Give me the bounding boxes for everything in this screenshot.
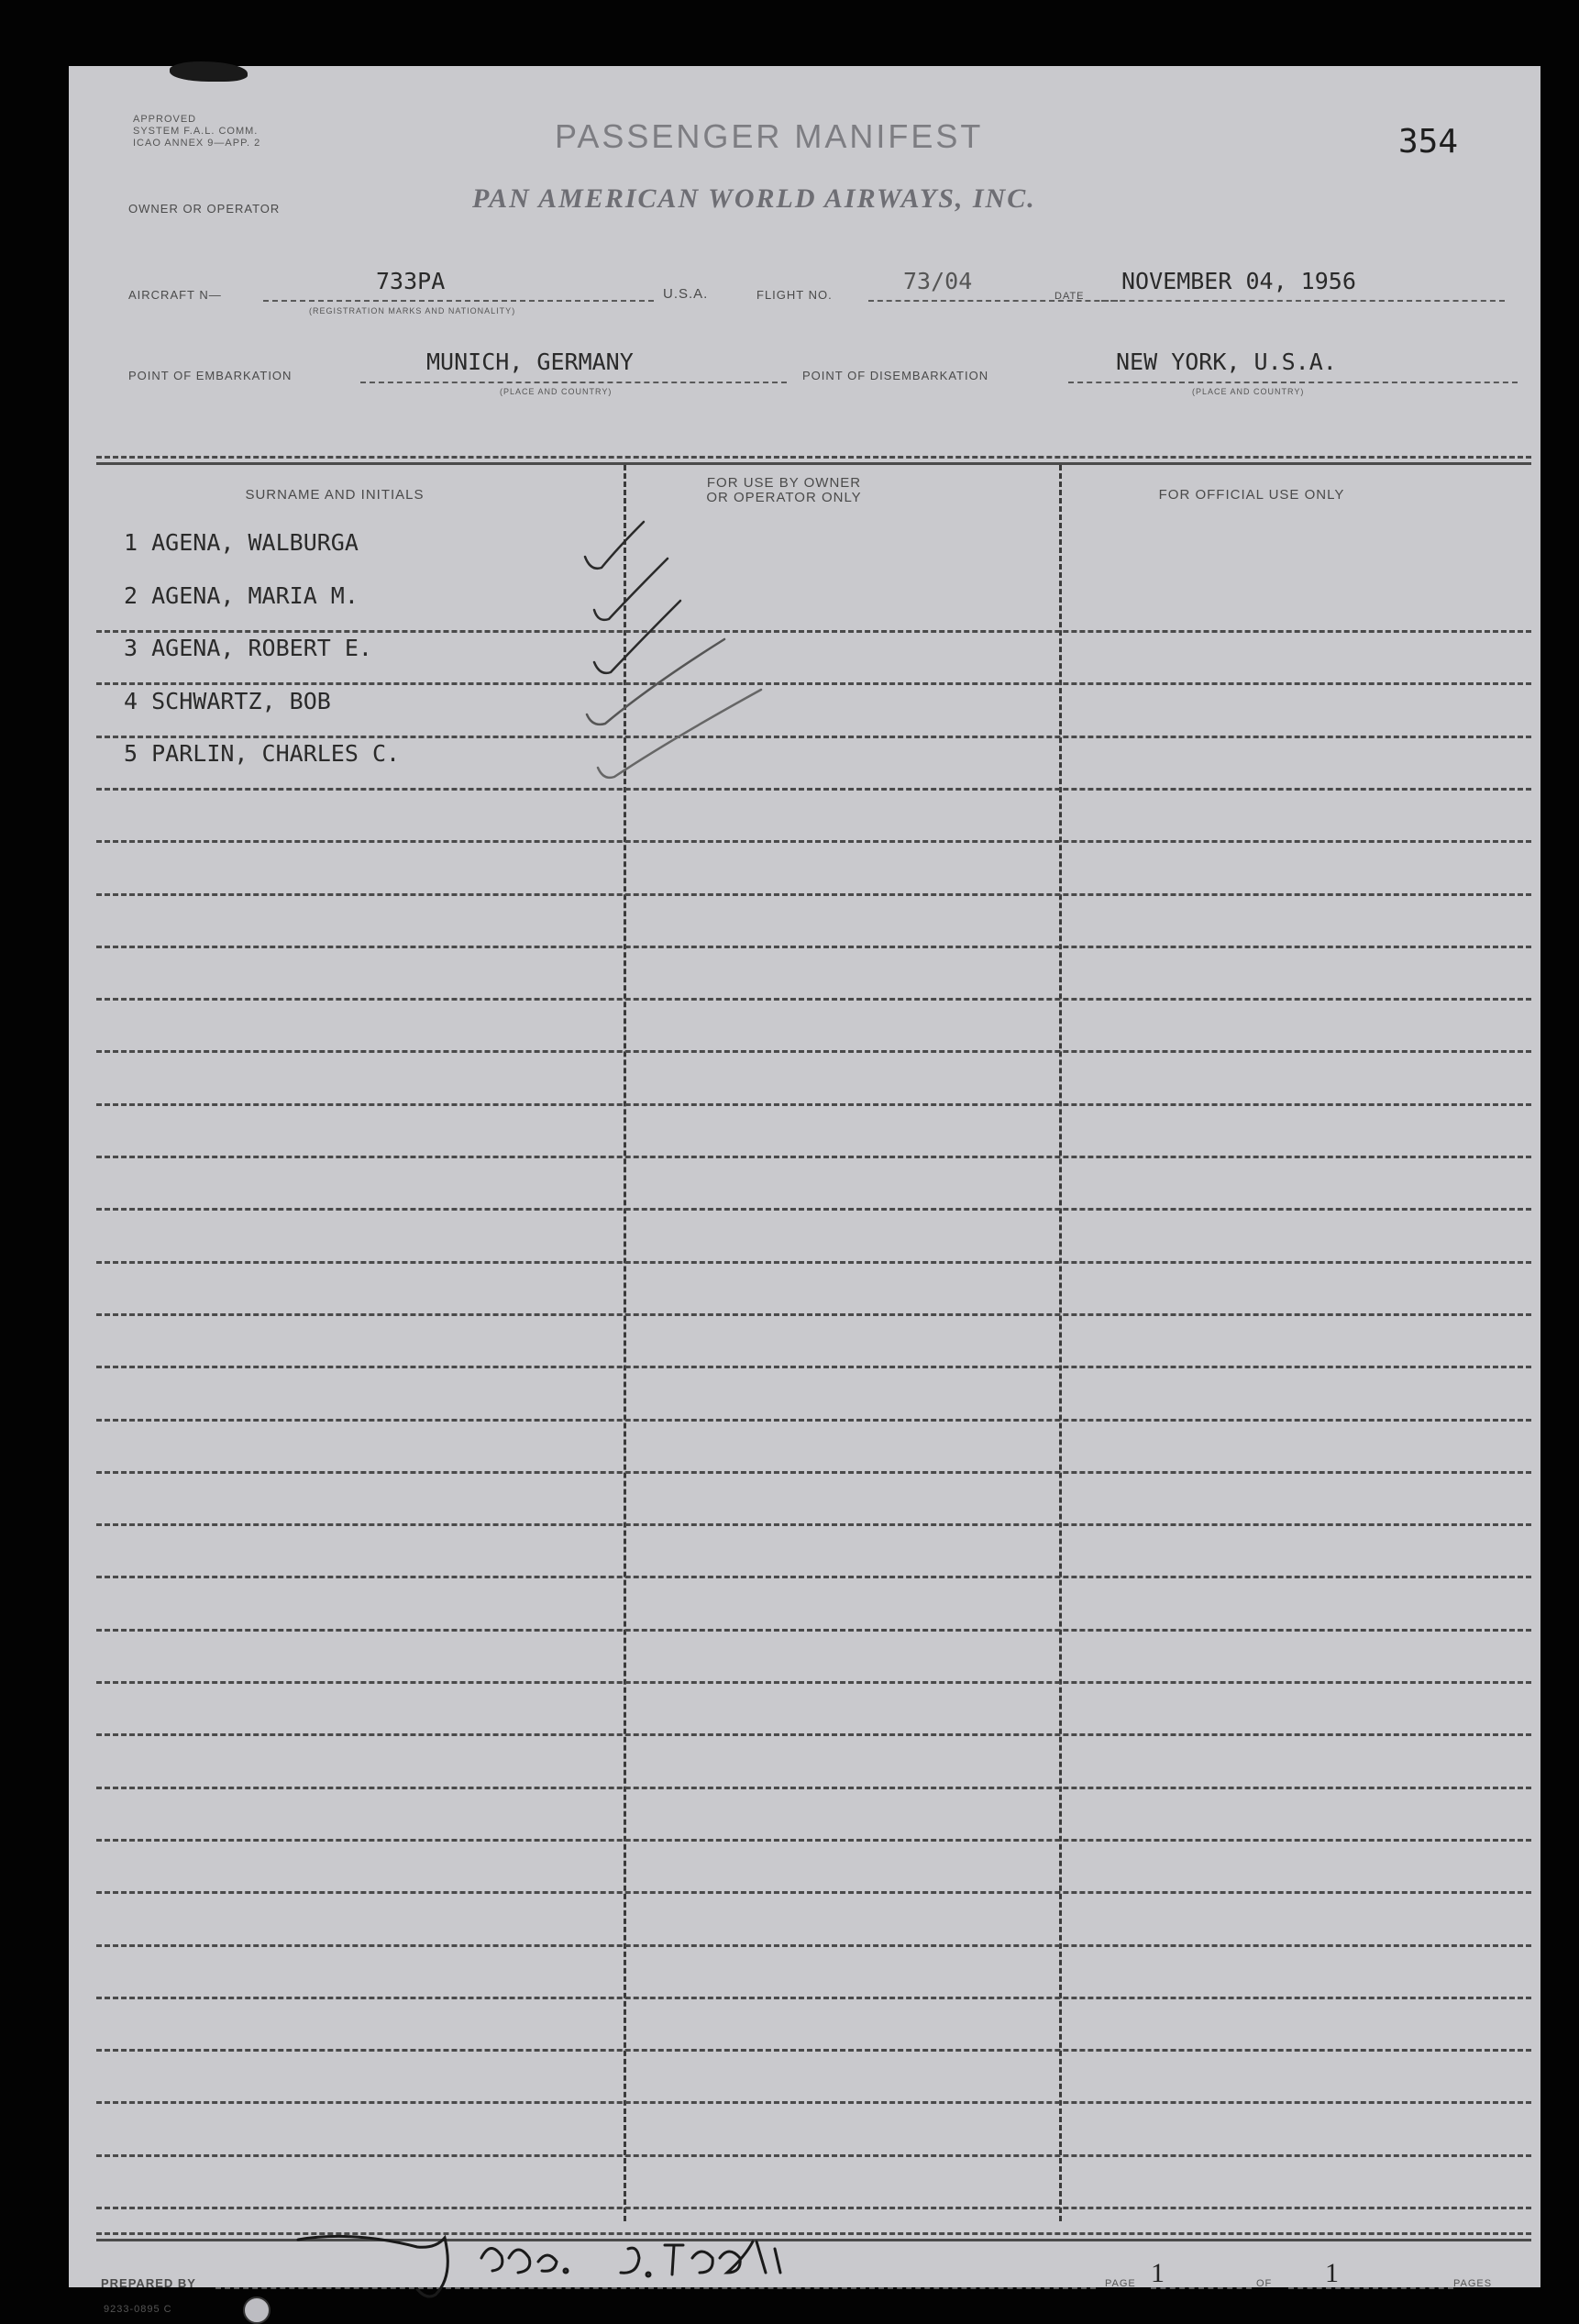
of-underline xyxy=(1288,2287,1453,2289)
disembarkation-sublabel: (PLACE AND COUNTRY) xyxy=(1192,387,1305,396)
owner-value: PAN AMERICAN WORLD AIRWAYS, INC. xyxy=(472,183,1036,214)
table-rule-line xyxy=(96,1103,1531,1106)
table-rule-line xyxy=(96,630,1531,633)
column-divider-2 xyxy=(1059,465,1062,2221)
passenger-row xyxy=(124,740,400,767)
passenger-number: 1 xyxy=(124,529,138,556)
table-rule-line xyxy=(96,1839,1531,1842)
table-top-rule-2 xyxy=(96,462,1531,465)
passenger-name: AGENA, ROBERT E. xyxy=(151,635,372,661)
surname-column-header: SURNAME AND INITIALS xyxy=(245,487,425,503)
flight-value: 73/04 xyxy=(903,268,973,294)
passenger-row xyxy=(124,635,372,661)
table-rule-line xyxy=(96,2101,1531,2104)
approval-line-2: SYSTEM F.A.L. COMM. xyxy=(133,126,259,137)
page-number: 354 xyxy=(1398,123,1459,160)
passenger-name: AGENA, MARIA M. xyxy=(151,582,359,609)
embarkation-sublabel: (PLACE AND COUNTRY) xyxy=(500,387,613,396)
owner-column-header-line-2: OR OPERATOR ONLY xyxy=(706,490,862,505)
page-value: 1 xyxy=(1151,2258,1165,2288)
table-rule-line xyxy=(96,682,1531,685)
passenger-row xyxy=(124,688,331,714)
date-underline xyxy=(1101,300,1505,302)
prepared-by-label: PREPARED BY xyxy=(101,2276,196,2290)
torn-corner xyxy=(170,61,248,82)
table-rule-line xyxy=(96,1997,1531,1999)
aircraft-underline xyxy=(263,300,654,302)
passenger-row xyxy=(124,582,359,609)
aircraft-label: AIRCRAFT N— xyxy=(128,288,222,302)
check-mark-4 xyxy=(587,639,724,725)
table-rule-line xyxy=(96,1576,1531,1578)
table-rule-line xyxy=(96,2154,1531,2157)
table-rule-line xyxy=(96,1261,1531,1264)
of-value: 1 xyxy=(1325,2258,1339,2288)
passenger-name: PARLIN, CHARLES C. xyxy=(151,740,401,767)
passenger-number: 2 xyxy=(124,582,138,609)
date-label: DATE xyxy=(1055,291,1085,302)
table-rule-line xyxy=(96,1208,1531,1211)
passenger-row xyxy=(124,529,359,556)
approval-line-3: ICAO ANNEX 9—APP. 2 xyxy=(133,138,261,149)
table-rule-line xyxy=(96,1050,1531,1053)
check-mark-3 xyxy=(594,601,680,673)
manifest-page xyxy=(69,66,1540,2315)
aircraft-value: 733PA xyxy=(376,268,446,294)
table-rule-line xyxy=(96,2207,1531,2209)
form-number: 9233-0895 C xyxy=(104,2304,172,2315)
of-label: OF xyxy=(1256,2278,1273,2289)
signature xyxy=(298,2221,1032,2304)
table-rule-line xyxy=(96,893,1531,896)
union-seal xyxy=(243,2296,271,2324)
table-rule-line xyxy=(96,2049,1531,2052)
table-rule-line xyxy=(96,1366,1531,1368)
page-label: PAGE xyxy=(1105,2278,1136,2289)
table-rule-line xyxy=(96,946,1531,948)
owner-label: OWNER OR OPERATOR xyxy=(128,202,281,216)
date-value: NOVEMBER 04, 1956 xyxy=(1121,268,1356,294)
table-top-rule xyxy=(96,456,1531,459)
check-mark-5 xyxy=(598,690,761,778)
document-title: PASSENGER MANIFEST xyxy=(555,117,984,155)
table-rule-line xyxy=(96,1733,1531,1736)
table-rule-line xyxy=(96,1313,1531,1316)
embarkation-label: POINT OF EMBARKATION xyxy=(128,369,293,382)
table-rule-line xyxy=(96,1471,1531,1474)
passenger-name: AGENA, WALBURGA xyxy=(151,529,359,556)
disembarkation-label: POINT OF DISEMBARKATION xyxy=(802,369,989,382)
disembarkation-value: NEW YORK, U.S.A. xyxy=(1116,349,1337,375)
flight-label: FLIGHT NO. xyxy=(756,288,833,302)
pages-label: PAGES xyxy=(1453,2278,1493,2289)
table-rule-line xyxy=(96,1419,1531,1422)
check-mark-1 xyxy=(585,522,644,569)
passenger-name: SCHWARTZ, BOB xyxy=(151,688,331,714)
passenger-number: 3 xyxy=(124,635,138,661)
official-column-header: FOR OFFICIAL USE ONLY xyxy=(1158,487,1345,503)
table-rule-line xyxy=(96,840,1531,843)
page-underline xyxy=(1151,2287,1252,2289)
disembarkation-underline xyxy=(1068,382,1518,383)
aircraft-sublabel: (REGISTRATION MARKS AND NATIONALITY) xyxy=(309,306,516,315)
table-rule-line xyxy=(96,1523,1531,1526)
table-rule-line xyxy=(96,1891,1531,1894)
check-mark-2 xyxy=(594,559,668,620)
table-rule-line xyxy=(96,1681,1531,1684)
passenger-number: 4 xyxy=(124,688,138,714)
embarkation-value: MUNICH, GERMANY xyxy=(426,349,634,375)
table-rule-line xyxy=(96,1156,1531,1158)
owner-column-header-line-1: FOR USE BY OWNER xyxy=(706,475,862,491)
table-rule-line xyxy=(96,1787,1531,1789)
embarkation-underline xyxy=(360,382,787,383)
table-rule-line xyxy=(96,998,1531,1001)
approval-block xyxy=(133,114,260,149)
table-rule-line xyxy=(96,788,1531,791)
passenger-number: 5 xyxy=(124,740,138,767)
aircraft-country: U.S.A. xyxy=(663,286,709,302)
table-rule-line xyxy=(96,1629,1531,1632)
check-marks xyxy=(578,502,798,869)
approval-line-1: APPROVED xyxy=(133,114,197,125)
table-rule-line xyxy=(96,1944,1531,1947)
table-rule-line xyxy=(96,736,1531,738)
